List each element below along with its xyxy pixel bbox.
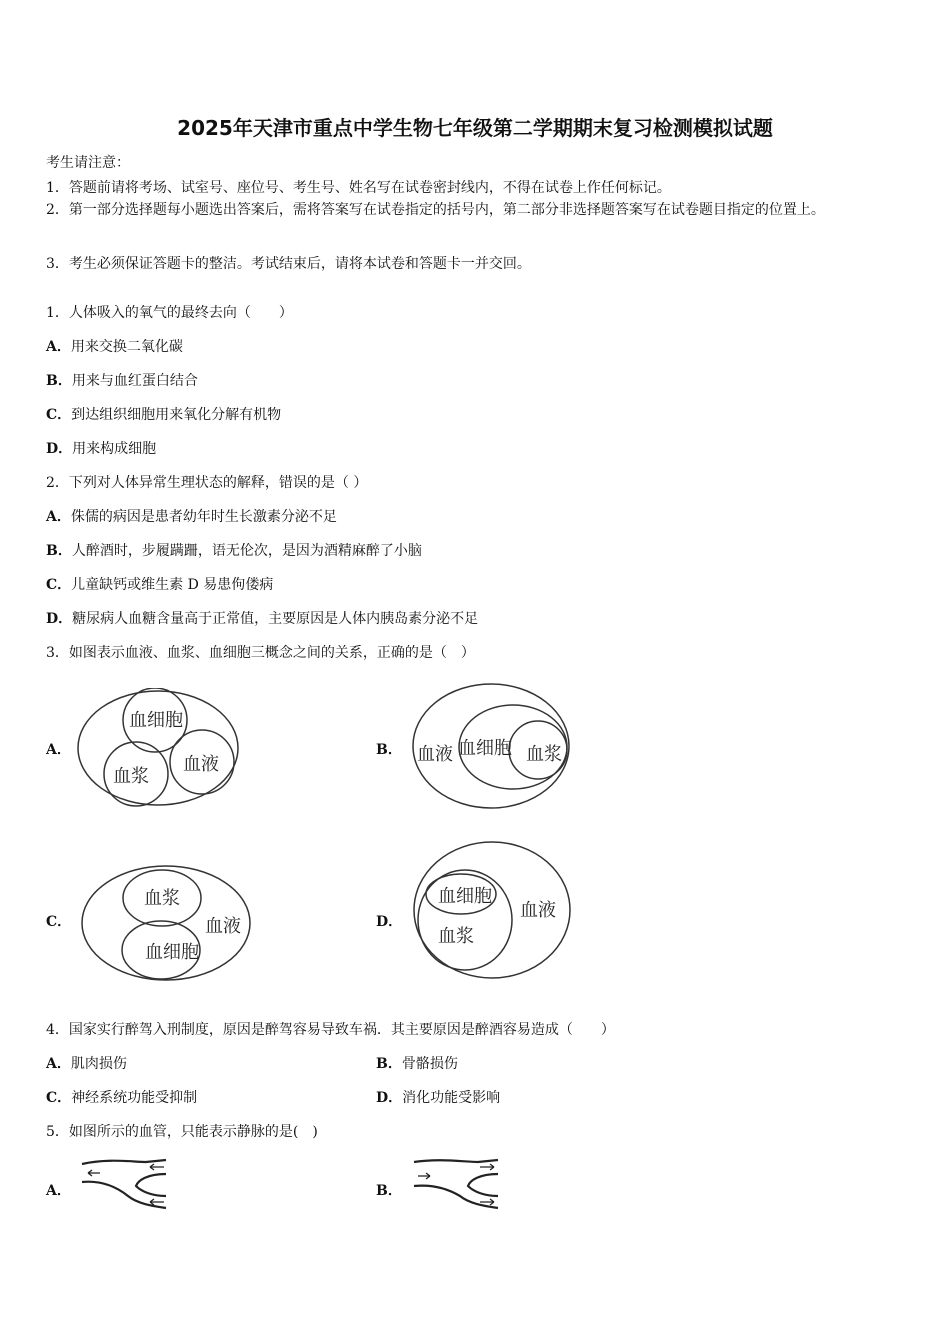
middle-ellipse-plasma [418, 870, 512, 970]
label-plasma: 血浆 [113, 766, 149, 787]
arrow-icon [480, 1164, 494, 1170]
label-cells: 血细胞 [458, 738, 512, 759]
question-stem: 5．如图所示的血管，只能表示静脉的是( ) [46, 1124, 318, 1140]
option-item[interactable]: B．人醉酒时，步履蹒跚，语无伦次，是因为酒精麻醉了小脑 [46, 543, 422, 559]
option-item[interactable]: A．肌肉损伤 [46, 1056, 127, 1072]
option-item[interactable]: C．到达组织细胞用来氧化分解有机物 [46, 407, 282, 423]
option-item[interactable]: D．糖尿病人血糖含量高于正常值，主要原因是人体内胰岛素分泌不足 [46, 611, 479, 627]
option-label-b[interactable]: B． [376, 742, 402, 758]
option-label-a[interactable]: A． [46, 1183, 71, 1199]
page-title: 2025年天津市重点中学生物七年级第二学期期末复习检测模拟试题 [177, 116, 773, 140]
question-stem: 1．人体吸入的氧气的最终去向（ ） [46, 305, 293, 321]
vessel-wall [414, 1160, 498, 1162]
label-blood: 血液 [183, 754, 219, 775]
venn-diagram-b [408, 680, 573, 812]
arrow-icon [480, 1199, 494, 1205]
option-label-b[interactable]: B． [376, 1183, 402, 1199]
notice-item: 1．答题前请将考场、试室号、座位号、考生号、姓名写在试卷密封线内，不得在试卷上作任何标记。 [46, 180, 671, 196]
notice-heading: 考生请注意： [46, 155, 130, 171]
blood-vessel-diagram-b [410, 1156, 505, 1212]
question-stem: 4．国家实行醉驾入刑制度，原因是醉驾容易导致车祸．其主要原因是醉酒容易造成（ ） [46, 1022, 615, 1038]
option-label-d[interactable]: D． [376, 914, 403, 930]
vessel-wall [414, 1186, 498, 1208]
label-plasma: 血浆 [526, 744, 562, 765]
label-cells: 血细胞 [145, 942, 199, 963]
question-stem: 3．如图表示血液、血浆、血细胞三概念之间的关系，正确的是（ ） [46, 645, 475, 661]
outer-ellipse [78, 691, 238, 805]
option-label-c[interactable]: C． [46, 914, 72, 930]
label-plasma: 血浆 [438, 926, 474, 947]
arrow-icon [418, 1173, 430, 1179]
vessel-wall [82, 1160, 166, 1164]
option-item[interactable]: D．用来构成细胞 [46, 441, 157, 457]
option-item[interactable]: D．消化功能受影响 [376, 1090, 501, 1106]
question-stem: 2．下列对人体异常生理状态的解释，错误的是（ ） [46, 475, 368, 491]
option-item[interactable]: B．骨骼损伤 [376, 1056, 458, 1072]
arrow-icon [88, 1170, 100, 1176]
option-item[interactable]: C．神经系统功能受抑制 [46, 1090, 198, 1106]
option-label-a[interactable]: A． [46, 742, 71, 758]
notice-item: 3．考生必须保证答题卡的整洁。考试结束后，请将本试卷和答题卡一并交回。 [46, 256, 531, 272]
venn-diagram-a [75, 688, 245, 808]
label-blood: 血液 [417, 744, 453, 765]
label-plasma: 血浆 [144, 888, 180, 909]
venn-diagram-d [410, 840, 575, 980]
option-item[interactable]: C．儿童缺钙或维生素 D 易患佝偻病 [46, 577, 274, 593]
venn-diagram-c [80, 864, 255, 984]
vessel-wall [136, 1174, 166, 1196]
label-cells: 血细胞 [129, 710, 183, 731]
option-item[interactable]: A．侏儒的病因是患者幼年时生长激素分泌不足 [46, 509, 337, 525]
option-item[interactable]: B．用来与血红蛋白结合 [46, 373, 198, 389]
label-blood: 血液 [520, 900, 556, 921]
arrow-icon [150, 1164, 164, 1170]
arrow-icon [150, 1199, 164, 1205]
label-blood: 血液 [205, 916, 241, 937]
label-cells: 血细胞 [438, 886, 492, 907]
option-item[interactable]: A．用来交换二氧化碳 [46, 339, 183, 355]
blood-vessel-diagram-a [78, 1156, 173, 1212]
vessel-wall [468, 1174, 498, 1196]
notice-item: 2．第一部分选择题每小题选出答案后，需将答案写在试卷指定的括号内，第二部分非选择题答案写在试卷题目指定的位置上。 [46, 202, 825, 218]
